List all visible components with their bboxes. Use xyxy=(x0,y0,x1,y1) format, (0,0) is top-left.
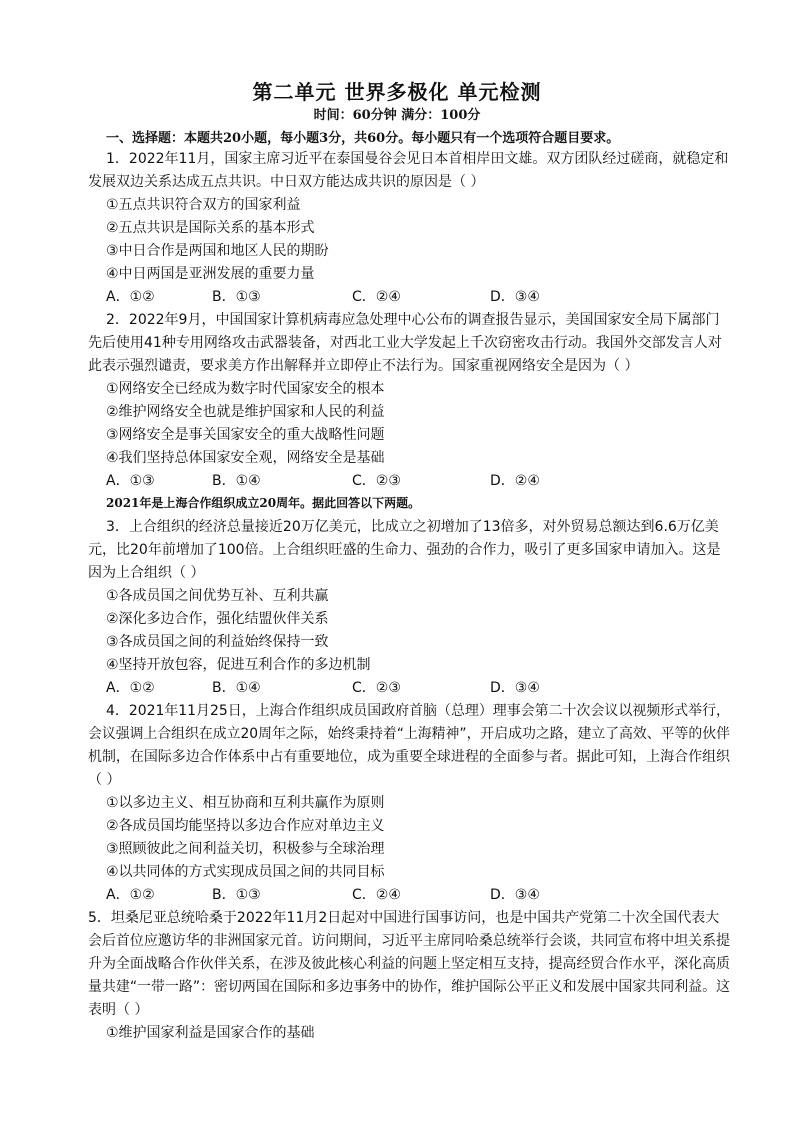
question-4-item-4: ④以共同体的方式实现成员国之间的共同目标 xyxy=(106,864,385,880)
question-1-choice-c: C．②④ xyxy=(352,289,401,305)
question-5-line-5: 表明（ ） xyxy=(88,1002,149,1018)
question-2-line-2: 先后使用41种专用网络攻击武器装备，对西北工业大学发起上千次窃密攻击行动。我国外交部发言人对 xyxy=(88,335,722,351)
page-title: 第二单元 世界多极化 单元检测 xyxy=(252,80,542,104)
question-4-line-3: 机制，在国际多边合作体系中占有重要地位，成为重要全球进程的全面参与者。据此可知，上海合作组织 xyxy=(88,749,731,765)
question-4-line-2: 会议强调上合组织在成立20周年之际，始终秉持着“上海精神”，开启成功之路，建立了高效、平等的伙伴 xyxy=(88,726,730,742)
question-4-line-1: 4．2021年11月25日，上海合作组织成员国政府首脑（总理）理事会第二十次会议以视频形式举行， xyxy=(106,703,730,719)
question-5-line-1: 5．坦桑尼亚总统哈桑于2022年11月2日起对中国进行国事访问，也是中国共产党第二十次全国代表大 xyxy=(88,910,720,926)
question-4-item-1: ①以多边主义、相互协商和互利共赢作为原则 xyxy=(106,795,385,811)
question-3-choice-b: B．①④ xyxy=(212,680,261,696)
question-3-item-2: ②深化多边合作，强化结盟伙伴关系 xyxy=(106,611,329,627)
question-2-line-1: 2．2022年9月，中国国家计算机病毒应急处理中心公布的调查报告显示，美国国家安全局下属部门 xyxy=(106,312,720,328)
question-5-line-2: 会后首位应邀访华的非洲国家元首。访问期间，习近平主席同哈桑总统举行会谈，共同宣布将中坦关系提 xyxy=(88,933,731,949)
question-3-choice-a: A．①② xyxy=(106,680,155,696)
question-5-line-3: 升为全面战略合作伙伴关系，在涉及彼此核心利益的问题上坚定相互支持，提高经贸合作水平，深化高质 xyxy=(88,956,731,972)
section-heading: 一、选择题：本题共20小题，每小题3分，共60分。每小题只有一个选项符合题目要求。 xyxy=(106,131,620,146)
question-2-choice-c: C．②③ xyxy=(352,473,401,489)
question-3-item-1: ①各成员国之间优势互补、互利共赢 xyxy=(106,588,329,604)
question-4-line-4: （ ） xyxy=(88,772,121,788)
question-4-item-2: ②各成员国均能坚持以多边合作应对单边主义 xyxy=(106,818,385,834)
question-5-line-4: 量共建“一带一路”：密切两国在国际和多边事务中的协作，维护国际公平正义和发展中国家共同利益。这 xyxy=(88,979,731,995)
question-3-item-3: ③各成员国之间的利益始终保持一致 xyxy=(106,634,329,650)
question-4-choice-a: A．①② xyxy=(106,887,155,903)
question-4-choice-b: B．①③ xyxy=(212,887,261,903)
question-3-item-4: ④坚持开放包容，促进互利合作的多边机制 xyxy=(106,657,371,673)
question-5-item-1: ①维护国家利益是国家合作的基础 xyxy=(106,1025,315,1041)
question-2-line-3: 此表示强烈谴责，要求美方作出解释并立即停止不法行为。国家重视网络安全是因为（ ） xyxy=(88,358,639,374)
question-2-item-2: ②维护网络安全也就是维护国家和人民的利益 xyxy=(106,404,385,420)
question-2-choice-d: D．②④ xyxy=(490,473,540,489)
question-1-choice-b: B．①③ xyxy=(212,289,261,305)
question-1-choice-d: D．③④ xyxy=(490,289,540,305)
exam-time-score: 时间：60分钟 满分：100分 xyxy=(313,108,481,123)
question-4-item-3: ③照顾彼此之间利益关切，积极参与全球治理 xyxy=(106,841,385,857)
question-4-choice-d: D．③④ xyxy=(490,887,540,903)
question-2-item-4: ④我们坚持总体国家安全观，网络安全是基础 xyxy=(106,450,385,466)
question-3-choice-c: C．②③ xyxy=(352,680,401,696)
question-3-choice-d: D．③④ xyxy=(490,680,540,696)
question-3-line-1: 3．上合组织的经济总量接近20万亿美元，比成立之初增加了13倍多，对外贸易总额达到6.6万亿美 xyxy=(106,519,719,535)
question-1-item-4: ④中日两国是亚洲发展的重要力量 xyxy=(106,266,315,282)
question-1-item-3: ③中日合作是两国和地区人民的期盼 xyxy=(106,243,329,259)
question-1-item-1: ①五点共识符合双方的国家利益 xyxy=(106,197,301,213)
question-1-choice-a: A．①② xyxy=(106,289,155,305)
question-2-item-3: ③网络安全是事关国家安全的重大战略性问题 xyxy=(106,427,385,443)
question-2-item-1: ①网络安全已经成为数字时代国家安全的根本 xyxy=(106,381,385,397)
question-1-line-2: 发展双边关系达成五点共识。中日双方能达成共识的原因是（ ） xyxy=(88,174,485,190)
question-2-choice-a: A．①③ xyxy=(106,473,155,489)
question-2-choice-b: B．①④ xyxy=(212,473,261,489)
question-1-item-2: ②五点共识是国际关系的基本形式 xyxy=(106,220,315,236)
question-4-choice-c: C．②④ xyxy=(352,887,401,903)
shared-context-note: 2021年是上海合作组织成立20周年。据此回答以下两题。 xyxy=(106,496,421,510)
question-1-line-1: 1．2022年11月，国家主席习近平在泰国曼谷会见日本首相岸田文雄。双方团队经过磋商，就稳定和 xyxy=(106,151,729,167)
question-3-line-3: 因为上合组织（ ） xyxy=(88,565,205,581)
question-3-line-2: 元，比20年前增加了100倍。上合组织旺盛的生命力、强劲的合作力，吸引了更多国家申请加入。这是 xyxy=(88,542,721,558)
